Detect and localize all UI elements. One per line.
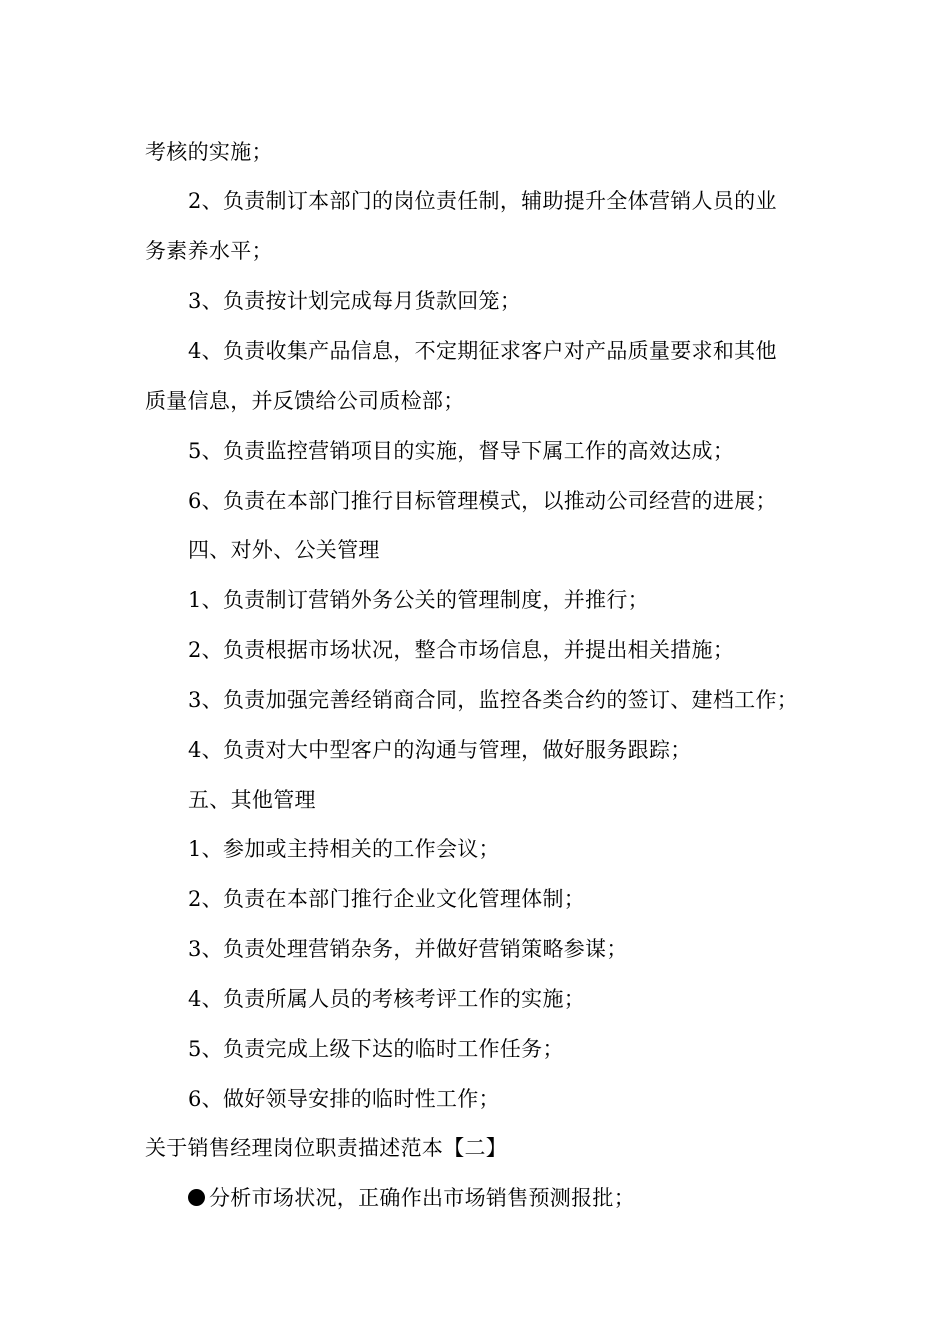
paragraph-line: 5、负责完成上级下达的临时工作任务； <box>188 1037 564 1061</box>
paragraph-line: 5、负责监控营销项目的实施，督导下属工作的高效达成； <box>188 439 735 463</box>
paragraph-line: 4、负责对大中型客户的沟通与管理，做好服务跟踪； <box>188 738 692 762</box>
section-heading: 四、对外、公关管理 <box>188 538 380 562</box>
bullet-text: 分析市场状况，正确作出市场销售预测报批； <box>209 1186 635 1210</box>
paragraph-line: 1、负责制订营销外务公关的管理制度，并推行； <box>188 588 649 612</box>
bullet-item <box>188 1184 635 1212</box>
paragraph-line: 2、负责制订本部门的岗位责任制，辅助提升全体营销人员的业 <box>188 189 777 213</box>
bullet-icon <box>188 1189 205 1206</box>
paragraph-line: 务素养水平； <box>145 239 273 263</box>
paragraph-line: 质量信息，并反馈给公司质检部； <box>145 389 465 413</box>
paragraph-line: 3、负责处理营销杂务，并做好营销策略参谋； <box>188 937 628 961</box>
paragraph-line: 6、做好领导安排的临时性工作； <box>188 1087 500 1111</box>
document-title: 关于销售经理岗位职责描述范本【二】 <box>145 1136 508 1160</box>
paragraph-line: 2、负责在本部门推行企业文化管理体制； <box>188 887 586 911</box>
paragraph-line: 3、负责按计划完成每月货款回笼； <box>188 289 522 313</box>
paragraph-line: 1、参加或主持相关的工作会议； <box>188 837 500 861</box>
paragraph-line: 考核的实施； <box>145 140 273 164</box>
paragraph-line: 2、负责根据市场状况，整合市场信息，并提出相关措施； <box>188 638 735 662</box>
paragraph-line: 3、负责加强完善经销商合同，监控各类合约的签订、建档工作； <box>188 688 799 712</box>
paragraph-line: 6、负责在本部门推行目标管理模式，以推动公司经营的进展； <box>188 489 777 513</box>
paragraph-line: 4、负责所属人员的考核考评工作的实施； <box>188 987 586 1011</box>
section-heading: 五、其他管理 <box>188 788 316 812</box>
paragraph-line: 4、负责收集产品信息，不定期征求客户对产品质量要求和其他 <box>188 339 777 363</box>
